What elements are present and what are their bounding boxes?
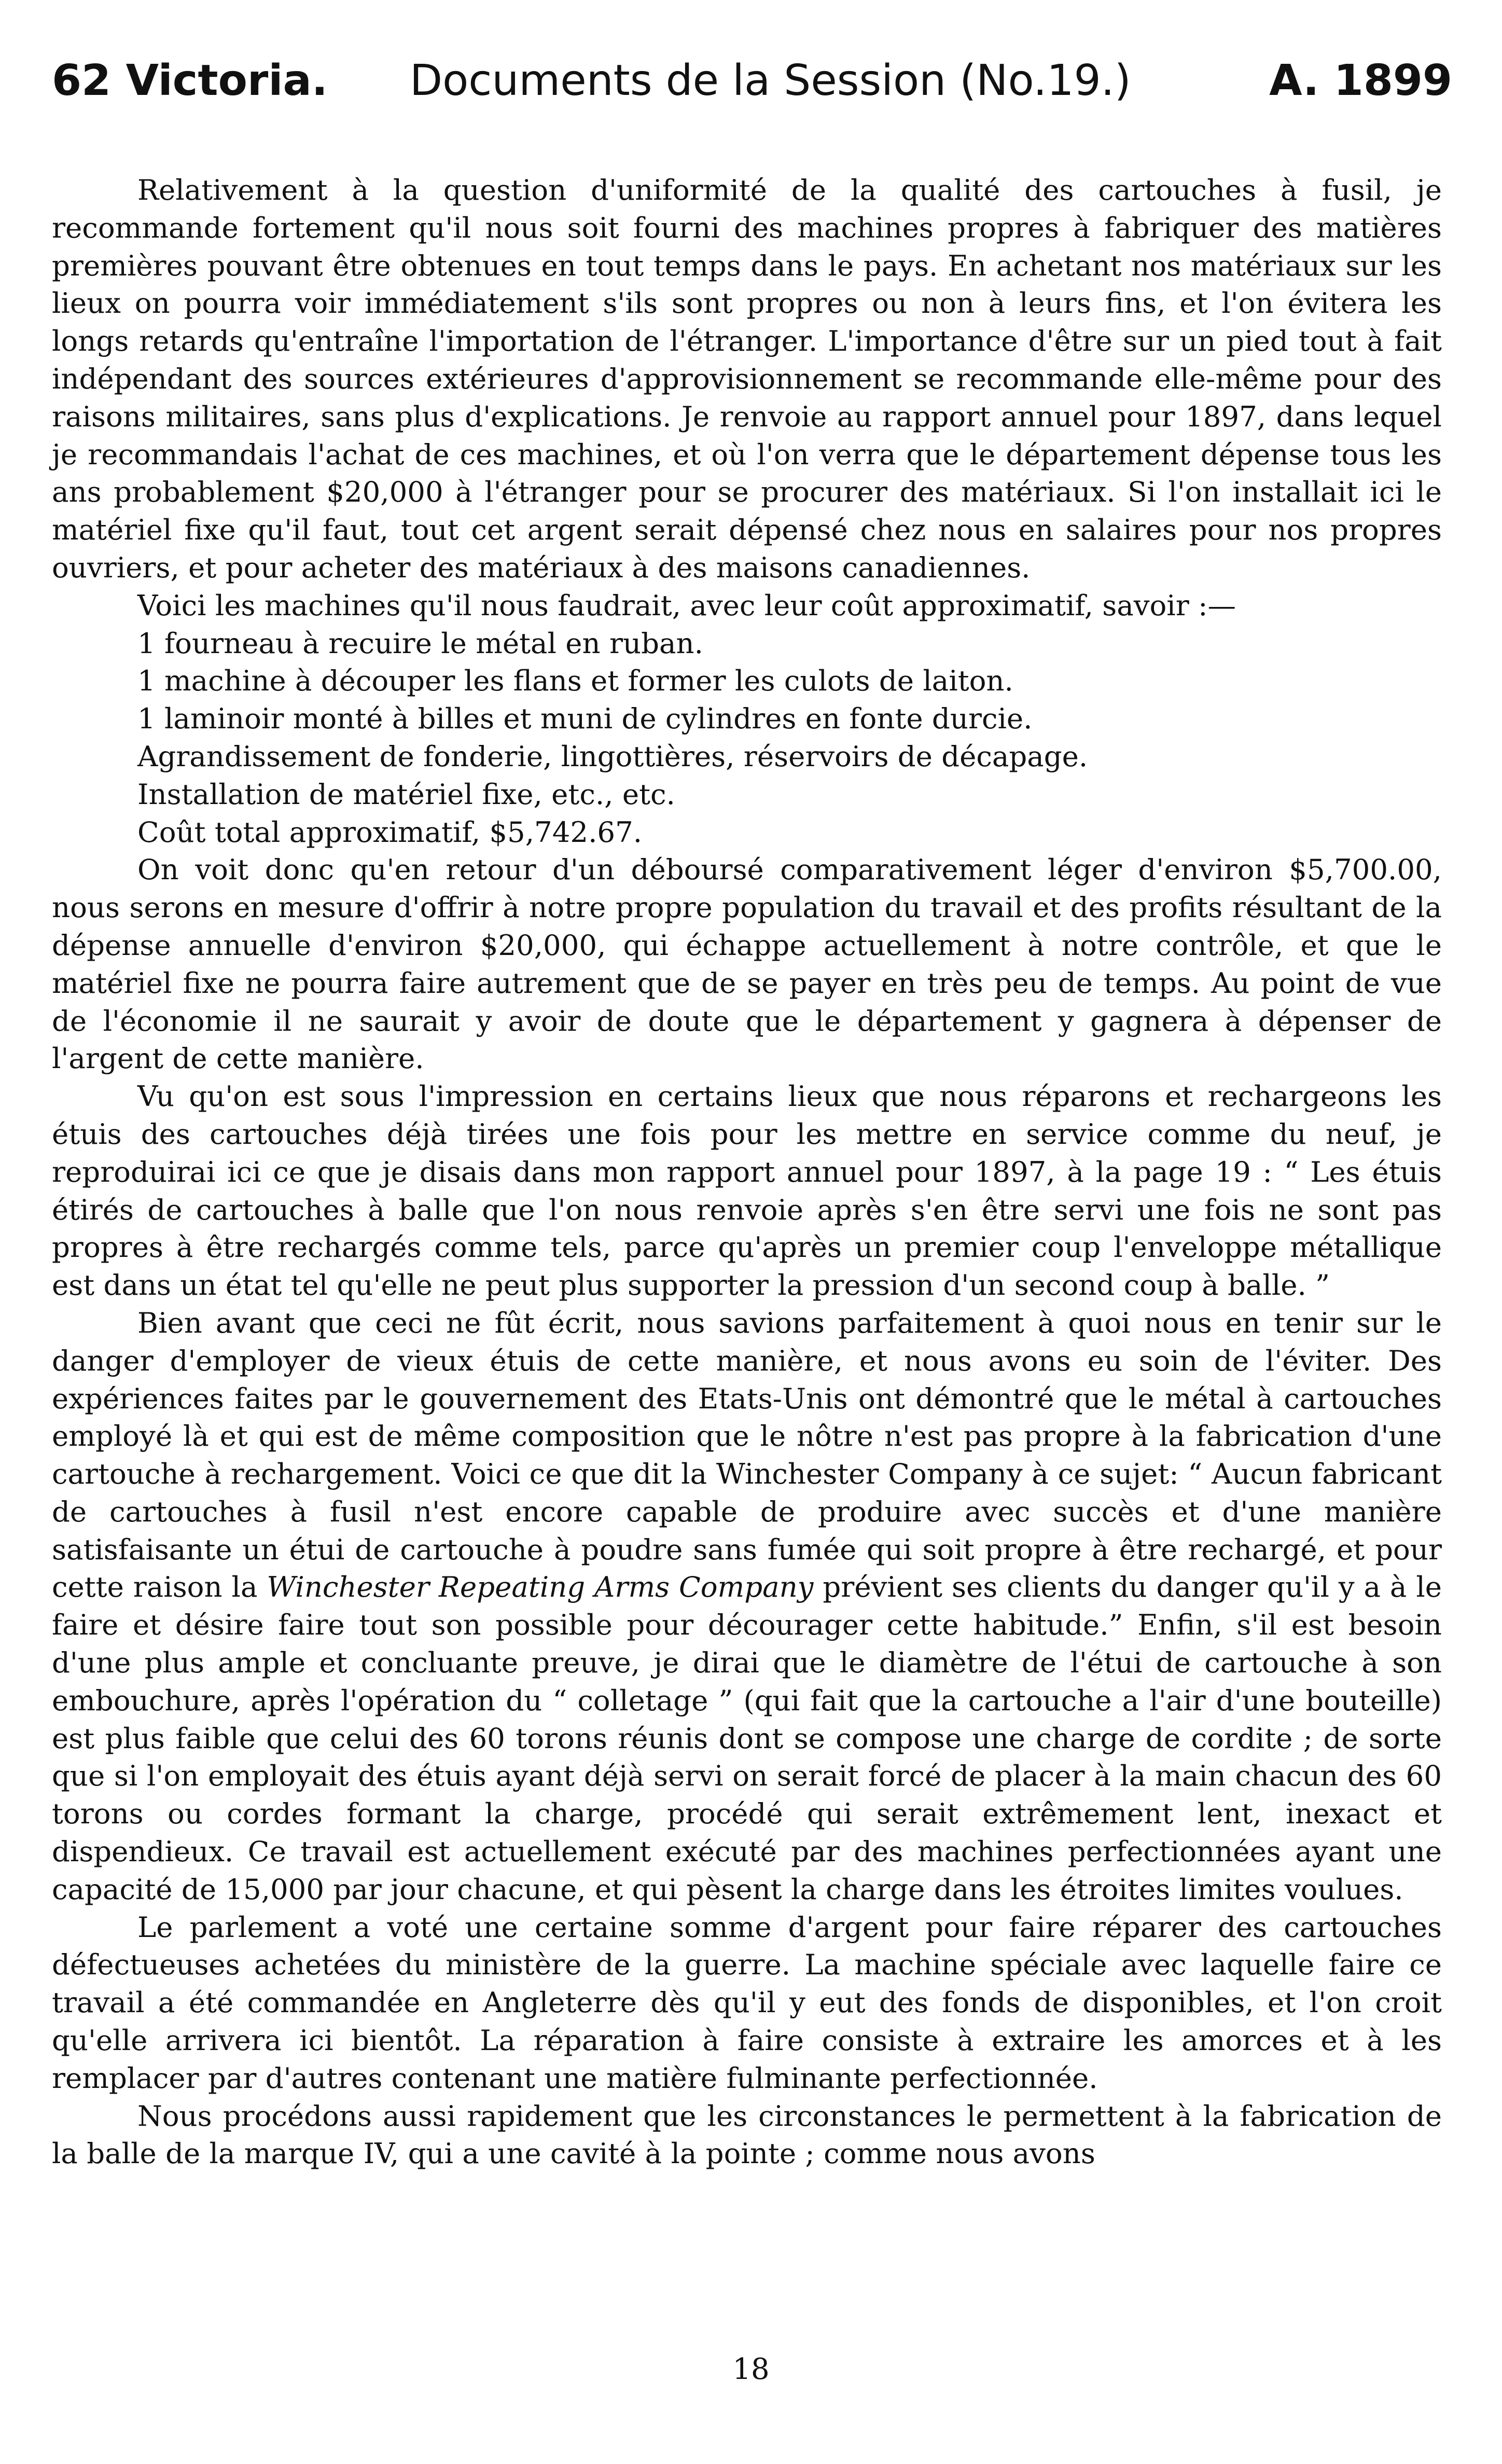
- page-header: [52, 56, 1452, 118]
- list-item: Agrandissement de fonderie, lingottières, réservoirs de décapage.: [137, 739, 1088, 773]
- winchester-company-name: Winchester Repeating Arms Company: [267, 1570, 814, 1604]
- paragraph-economy: On voit donc qu'en retour d'un déboursé comparativement léger d'environ $5,700.00, nous serons en mesure d'offrir à notre propre population du travail et des profits résultant de la dépense annuelle d'environ $20,000, qui échappe actuellement à notre contrôle, et que le matériel fixe ne pourra faire autrement que de se payer en très peu de temps. Au point de vue de l'économie il ne saurait y avoir de doute que le département y gagnera à dépenser de l'argent de cette manière.: [52, 853, 1442, 1075]
- paragraph-parliament: Le parlement a voté une certaine somme d'argent pour faire réparer des cartouches défectueuses achetées du ministère de la guerre. La machine spéciale avec laquelle faire ce travail a été commandée en Angleterre dès qu'il y eut des fonds de disponibles, et l'on croit qu'elle arrivera ici bientôt. La réparation à faire consiste à extraire les amorces et à les remplacer par d'autres contenant une matière fulminante perfectionnée.: [52, 1910, 1442, 2095]
- list-item: 1 machine à découper les flans et former les culots de laiton.: [137, 664, 1013, 698]
- list-item: 1 laminoir monté à billes et muni de cylindres en fonte durcie.: [137, 702, 1033, 736]
- list-item: Installation de matériel fixe, etc., etc.: [137, 777, 675, 811]
- body-text: [52, 171, 1442, 2172]
- header-center: Documents de la Session (No.19.): [410, 56, 1131, 105]
- winchester-text-after: prévient ses clients du danger qu'il y a à le faire et désire faire tout son possible pour décourager cette habitude.” Enfin, s'il est besoin d'une plus ample et concluante preuve, je dirai que le diamètre de l'étui de cartouche à son embouchure, après l'opération du “ colletage ” (qui fait que la cartouche a l'air d'une bouteille) est plus faible que celui des 60 torons réunis dont se compose une charge de cordite ; de sorte que si l'on employait des étuis ayant déjà servi on serait forcé de placer à la main chacun des 60 torons ou cordes formant la charge, procédé qui serait extrêmement lent, inexact et dispendieux. Ce travail est actuellement exécuté par des machines perfectionnées ayant une capacité de 15,000 par jour chacune, et qui pèsent la charge dans les étroites limites voulues.: [52, 1570, 1442, 1906]
- list-item: 1 fourneau à recuire le métal en ruban.: [137, 626, 703, 660]
- paragraph-winchester: [52, 1304, 1442, 1908]
- list-item-total: Coût total approximatif, $5,742.67.: [137, 815, 643, 849]
- paragraph-machines-intro: Voici les machines qu'il nous faudrait, avec leur coût approximatif, savoir :—: [137, 588, 1236, 622]
- page-number: 18: [732, 2352, 770, 2386]
- header-right: A. 1899: [1269, 56, 1452, 105]
- paragraph-uniformity: Relativement à la question d'uniformité de la qualité des cartouches à fusil, je recommande fortement qu'il nous soit fourni des machines propres à fabriquer des matières premières pouvant être obtenues en tout temps dans le pays. En achetant nos matériaux sur les lieux on pourra voir immédiatement s'ils sont propres ou non à leurs fins, et l'on évitera les longs retards qu'entraîne l'importation de l'étranger. L'importance d'être sur un pied tout à fait indépendant des sources extérieures d'approvisionnement se recommande elle-même pour des raisons militaires, sans plus d'explications. Je renvoie au rapport annuel pour 1897, dans lequel je recommandais l'achat de ces machines, et où l'on verra que le département dépense tous les ans probablement $20,000 à l'étranger pour se procurer des matériaux. Si l'on installait ici le matériel fixe qu'il faut, tout cet argent serait dépensé chez nous en salaires pour nos propres ouvriers, et pour acheter des matériaux à des maisons canadiennes.: [52, 173, 1442, 584]
- paragraph-mark-iv: Nous procédons aussi rapidement que les circonstances le permettent à la fabrication de la balle de la marque IV, qui a une cavité à la pointe ; comme nous avons: [52, 2099, 1442, 2170]
- paragraph-reloading: Vu qu'on est sous l'impression en certains lieux que nous réparons et rechargeons les étuis des cartouches déjà tirées une fois pour les mettre en service comme du neuf, je reproduirai ici ce que je disais dans mon rapport annuel pour 1897, à la page 19 : “ Les étuis étirés de cartouches à balle que l'on nous renvoie après s'en être servi une fois ne sont pas propres à être rechargés comme tels, parce qu'après un premier coup l'enveloppe métallique est dans un état tel qu'elle ne peut plus supporter la pression d'un second coup à balle. ”: [52, 1079, 1442, 1302]
- winchester-text-before: Bien avant que ceci ne fût écrit, nous savions parfaitement à quoi nous en tenir sur le danger d'employer de vieux étuis de cette manière, et nous avons eu soin de l'éviter. Des expériences faites par le gouvernement des Etats-Unis ont démontré que le métal à cartouches employé là et qui est de même composition que le nôtre n'est pas propre à la fabrication d'une cartouche à rechargement. Voici ce que dit la Winchester Company à ce sujet: “ Aucun fabricant de cartouches à fusil n'est encore capable de produire avec succès et d'une manière satisfaisante un étui de cartouche à poudre sans fumée qui soit propre à être rechargé, et pour cette raison la: [52, 1306, 1442, 1604]
- header-left: 62 Victoria.: [52, 56, 328, 105]
